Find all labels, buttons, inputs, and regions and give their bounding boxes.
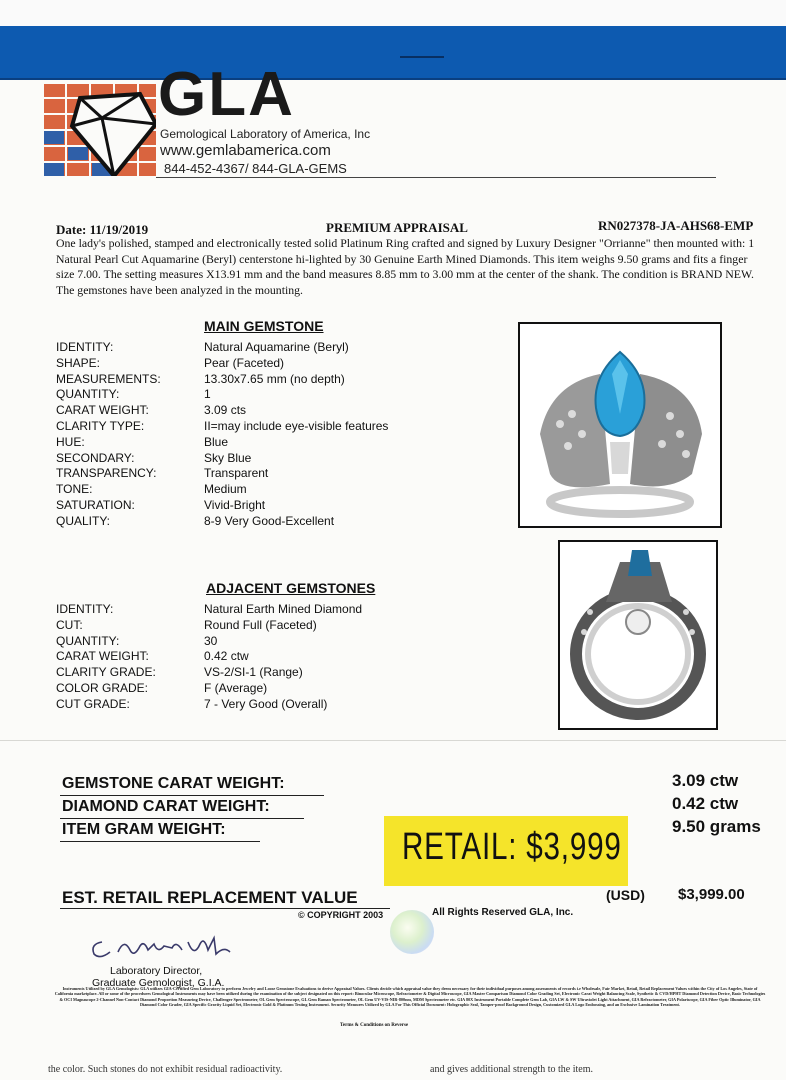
- row-label: HUE:: [56, 434, 85, 449]
- row-label: CUT GRADE:: [56, 696, 130, 711]
- currency-label: (USD): [606, 887, 645, 903]
- row-value: F (Average): [204, 681, 268, 695]
- item-gram-value: 9.50 grams: [672, 817, 761, 836]
- top-margin: [0, 0, 786, 26]
- diamond-carat-rule: [60, 818, 304, 819]
- row-value: VS-2/SI-1 (Range): [204, 665, 303, 680]
- row-label: IDENTITY:: [56, 602, 114, 616]
- reverse-text-left: the color. Such stones do not exhibit residual radioactivity.: [48, 1064, 283, 1075]
- row-label: TONE:: [56, 482, 93, 497]
- row-label: QUANTITY:: [56, 633, 120, 648]
- est-replacement-value: $3,999.00: [678, 886, 745, 903]
- company-phones: 844-452-4367/ 844-GLA-GEMS: [164, 161, 347, 176]
- row-label: CARAT WEIGHT:: [56, 403, 149, 418]
- band-dash: [400, 56, 444, 58]
- row-label: QUALITY:: [56, 513, 111, 528]
- hologram-seal-icon: [390, 910, 434, 954]
- row-value: Round Full (Faceted): [204, 617, 317, 632]
- row-value: 1: [204, 387, 211, 402]
- row-value: Blue: [204, 434, 229, 449]
- gemologist-title: Graduate Gemologist, G.I.A.: [92, 977, 225, 989]
- row-label: IDENTITY:: [56, 340, 114, 354]
- gemstone-carat-value: 3.09 ctw: [672, 771, 739, 790]
- row-value: Natural Aquamarine (Beryl): [204, 340, 349, 354]
- ring-side-view-icon: [560, 542, 716, 728]
- instruments-fine-print: Instruments Utilized by GLA Gemologists: GLA utilizes GIA-Certified Gem Laboratory to perform Jewelry and Loose Gemstone Evaluations to derive Appraisal Values. Clients decide which appraisal value they deem necessary for their individual purposes among assessments of records i.e Wholesale, Fair Market, Retail, Retail Replacement Values within the City of Los Angeles, State of California marketplace. All or some of the procedures Gemological Instruments may have been utilized during the examination of the subject designated on this report: Binocular Microscope, Refractometer & Digital Microscope, GIA Master Comparison Diamond Color Grading Set, Electronic Carat Weight Balancing Scale, Synthetic & CVD/HPHT Diamond Detection Device, Basic Technologies & OCI Magnascope 2-Channel Non-Contact Diamond Proportion Measuring Device, Challenger Spectrometer, OL Gem Spectroscope, GL Gem Raman Spectrometer, OL Gem UV-VIS-NIR-800nm, MDM Spectrometer etc. GIA 80X Instrument Portable Complete Gem Lab, GIA LW & SW Ultraviolet Light Attachment, GIA Refractometer, GIA Polariscope, GIA Fiber Optic Illuminator, GIA Diamond Color Grader, GIA Specific Gravity Liquid Set, Electronic Gold & Platinum Testing Instrument. Security Measures Utilized by GLA For This Official Document: Holographic Seal, Tamper-proof Background Design, Customized GLA Logo Embossing, and an Exclusive Lamination Treatment.: [54, 986, 766, 1008]
- rights-notice: All Rights Reserved GLA, Inc.: [432, 907, 574, 918]
- copyright-notice: © COPYRIGHT 2003: [298, 910, 384, 920]
- row-value: 8-9 Very Good-Excellent: [204, 513, 335, 528]
- row-label: SHAPE:: [56, 355, 101, 370]
- row-label: CLARITY GRADE:: [56, 665, 156, 680]
- appraisal-title: PREMIUM APPRAISAL: [326, 220, 468, 235]
- diamond-carat-label: DIAMOND CARAT WEIGHT:: [62, 798, 270, 815]
- diamond-carat-value: 0.42 ctw: [672, 794, 739, 813]
- logo-letters: GLA: [158, 60, 295, 129]
- row-label: QUANTITY:: [56, 387, 120, 402]
- reverse-text-right: and gives additional strength to the item.: [430, 1064, 594, 1075]
- item-description: One lady's polished, stamped and electronically tested solid Platinum Ring crafted and signed by Luxury Designer "Orrianne" then mounted with: 1 Natural Pearl Cut Aquamarine (Beryl) centerstone hi-lighted by 30 Genuine Earth Mined Diamonds. This item weighs 9.50 grams and fits a finger size 7.00. The setting measures X13.91 mm and the band measures 8.85 mm to 3.00 mm at the center of the shank. The condition is BRAND NEW. The gemstones have been analyzed in the mounting.: [56, 236, 755, 297]
- row-value: Transparent: [204, 466, 269, 481]
- row-value: Natural Earth Mined Diamond: [204, 602, 363, 616]
- row-label: TRANSPARENCY:: [56, 466, 157, 481]
- row-value: II=may include eye-visible features: [204, 419, 389, 433]
- row-value: Sky Blue: [204, 450, 252, 465]
- terms-note: Terms & Conditions on Reverse: [340, 1023, 409, 1028]
- director-signature: [84, 924, 244, 964]
- company-website: www.gemlabamerica.com: [160, 142, 331, 159]
- row-value: 7 - Very Good (Overall): [204, 696, 328, 711]
- row-label: SATURATION:: [56, 498, 135, 512]
- row-label: CARAT WEIGHT:: [56, 649, 149, 664]
- main-gemstone-title: MAIN GEMSTONE: [204, 318, 324, 334]
- row-value: Medium: [204, 482, 247, 497]
- est-replacement-label: EST. RETAIL REPLACEMENT VALUE: [62, 888, 358, 907]
- row-value: 3.09 cts: [204, 403, 247, 418]
- appraisal-date: Date: 11/19/2019: [56, 222, 149, 237]
- gemstone-carat-label: GEMSTONE CARAT WEIGHT:: [62, 775, 285, 792]
- est-replacement-rule: [60, 908, 390, 909]
- row-value: 13.30x7.65 mm (no depth): [204, 371, 345, 386]
- row-label: CLARITY TYPE:: [56, 419, 145, 433]
- blue-header-band: [0, 26, 786, 80]
- page-fold-line: [0, 740, 786, 741]
- report-number: RN027378-JA-AHS68-EMP: [598, 218, 754, 233]
- row-label: COLOR GRADE:: [56, 681, 149, 695]
- gla-logo-gem-icon: [44, 84, 156, 176]
- gemstone-carat-rule: [60, 795, 324, 796]
- item-gram-rule: [60, 841, 260, 842]
- row-label: MEASUREMENTS:: [56, 371, 161, 386]
- ring-photo-side: [558, 540, 718, 730]
- header-rule: [156, 177, 716, 178]
- row-label: SECONDARY:: [56, 450, 135, 465]
- company-name: Gemological Laboratory of America, Inc: [160, 127, 371, 141]
- row-value: Vivid-Bright: [204, 498, 266, 512]
- item-gram-label: ITEM GRAM WEIGHT:: [62, 821, 226, 838]
- director-title: Laboratory Director,: [110, 965, 203, 977]
- retail-price-text: RETAIL: $3,999: [402, 826, 622, 868]
- adjacent-gemstones-title: ADJACENT GEMSTONES: [206, 580, 376, 596]
- row-value: 0.42 ctw: [204, 649, 249, 664]
- row-value: Pear (Faceted): [204, 355, 285, 370]
- row-value: 30: [204, 633, 218, 648]
- row-label: CUT:: [56, 617, 83, 632]
- ring-top-view-icon: [520, 324, 720, 526]
- ring-photo-top: [518, 322, 722, 528]
